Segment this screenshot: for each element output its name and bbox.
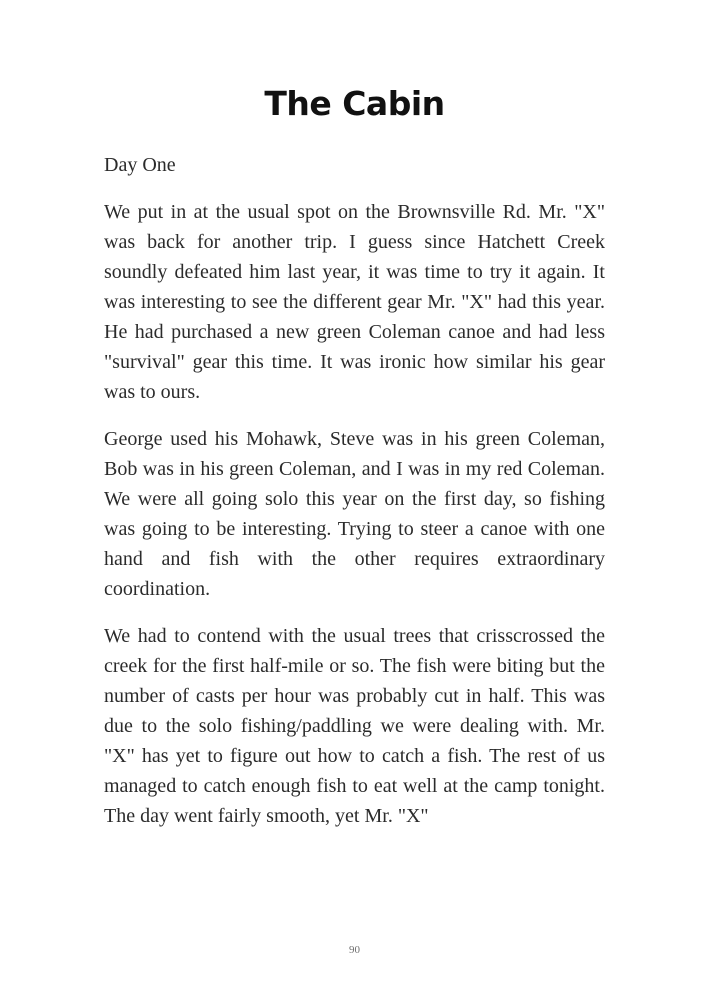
section-heading: Day One <box>104 154 176 176</box>
body-text <box>104 150 605 848</box>
paragraph: We had to contend with the usual trees that crisscrossed the creek for the first half-mile or so. The fish were biting but the number of casts per hour was probably cut in half. This was due to the solo fishing/paddling we were dealing with. Mr. "X" has yet to figure out how to catch a fish. The rest of us managed to catch enough fish to eat well at the camp tonight. The day went fairly smooth, yet Mr. "X" <box>104 625 605 827</box>
page-number: 90 <box>349 944 360 956</box>
paragraph: We put in at the usual spot on the Brownsville Rd. Mr. "X" was back for another trip. I guess since Hatchett Creek soundly defeated him last year, it was time to try it again. It was interesting to see the different gear Mr. "X" had this year. He had purchased a new green Coleman canoe and had less "survival" gear this time. It was ironic how similar his gear was to ours. <box>104 201 605 403</box>
paragraph: George used his Mohawk, Steve was in his green Coleman, Bob was in his green Coleman, and I was in my red Coleman. We were all going solo this year on the first day, so fishing was going to be interesting. Trying to steer a canoe with one hand and fish with the other requires extraordinary coordination. <box>104 428 605 600</box>
chapter-title: The Cabin <box>264 84 445 123</box>
